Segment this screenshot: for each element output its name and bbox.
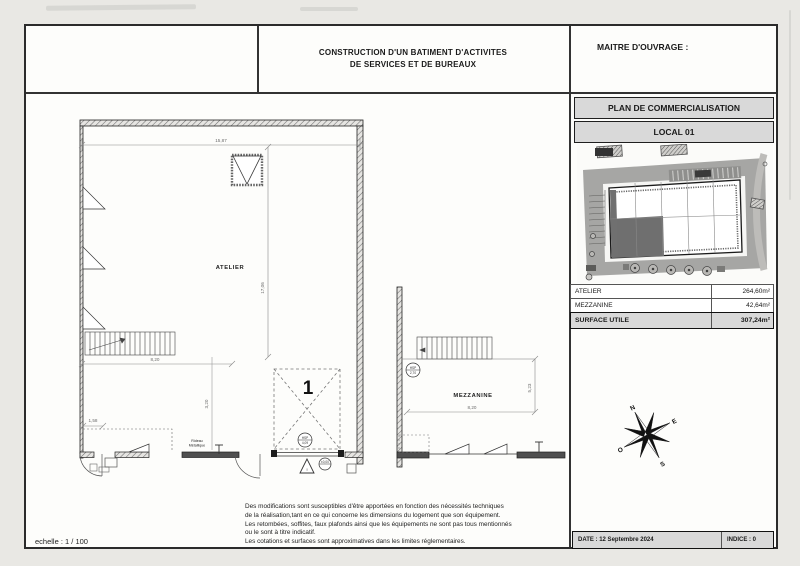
dim-atelier-width-text: 15,87 <box>215 138 227 143</box>
pit-symbol <box>347 464 356 473</box>
total-value: 307,24m² <box>711 313 773 328</box>
svg-text:2,70: 2,70 <box>409 371 417 375</box>
atelier-stairs <box>85 332 175 355</box>
compass-west-label: O <box>616 446 625 455</box>
table-total-row <box>570 312 774 329</box>
atelier-room-label: ATELIER <box>215 265 245 271</box>
dim-atelier-height-text: 17,06 <box>260 282 265 294</box>
scan-artifact <box>789 10 791 200</box>
scan-artifact <box>46 4 196 11</box>
table-row <box>570 298 774 312</box>
total-label: SURFACE UTILE <box>575 317 629 324</box>
level-marker-mezzanine <box>406 363 420 377</box>
table-row <box>570 284 774 298</box>
dim-inner-height-text: 3,20 <box>204 399 209 409</box>
warning-triangle-icon <box>300 459 314 473</box>
compass-rose-icon <box>610 398 684 472</box>
note-line: Des modifications sont susceptibles d'être apportées en fonction des nécessités techniques <box>245 503 504 510</box>
unit-number-label: 1 <box>302 378 314 399</box>
row-value: 42,64m² <box>711 299 773 312</box>
compass-east-label: E <box>670 417 679 426</box>
local-01-box: LOCAL 01 <box>574 121 774 143</box>
dim-entry-width-text: 1,58 <box>88 418 98 423</box>
note-line: de la réalisation,tant en ce qui concerne les dimensions du logement que son équipement. <box>245 511 501 519</box>
compass-north-label: N <box>629 404 637 413</box>
plan-commercialisation-box: PLAN DE COMMERCIALISATION <box>574 97 774 119</box>
note-line: ou le sont à titre indicatif. <box>245 529 316 537</box>
indice-label: INDICE : 0 <box>721 532 773 548</box>
mezzanine-left-wall <box>397 287 402 467</box>
mezzanine-bottom-wall <box>397 435 565 458</box>
threshold-marker <box>319 458 331 470</box>
atelier-walls <box>80 120 363 464</box>
project-title-block <box>257 26 569 92</box>
row-value: 264,60m² <box>711 285 773 298</box>
date-indice-bar <box>572 531 774 549</box>
svg-text:4,09: 4,09 <box>301 441 309 445</box>
note-line: Les cotations et surfaces sont approximatives dans les limites réglementaires. <box>245 538 466 546</box>
date-label: DATE : 12 Septembre 2024 <box>578 537 654 543</box>
project-title-line2: DE SERVICES ET DE BUREAUX <box>349 60 477 69</box>
level-marker-atelier <box>298 433 312 447</box>
entry-detail <box>80 423 172 472</box>
dim-stair-width-text: 8,20 <box>150 357 160 362</box>
shutter-label-line2: Métallique <box>188 443 206 448</box>
svg-text:±0,00: ±0,00 <box>321 460 329 464</box>
svg-text:!: ! <box>306 468 308 472</box>
owner-label: MAITRE D'OUVRAGE : <box>597 42 689 52</box>
dim-atelier-height <box>265 144 271 360</box>
project-title-line1: CONSTRUCTION D'UN BATIMENT D'ACTIVITES <box>318 48 508 57</box>
note-line: Les retombées, soffites, faux plafonds ainsi que les équipements ne sont pas tous mentionnés <box>245 520 512 528</box>
row-label: ATELIER <box>575 288 602 295</box>
owner-block <box>569 26 776 92</box>
scale-label: echelle : 1 / 100 <box>35 537 88 546</box>
left-window-sashes <box>83 187 105 329</box>
svg-text:HSP: HSP <box>409 366 417 370</box>
surface-table <box>570 284 774 329</box>
atelier-bottom-wall <box>80 450 363 458</box>
compass-south-label: S <box>659 460 667 469</box>
site-key-map <box>577 144 773 283</box>
site-building <box>609 180 742 258</box>
door-swings <box>80 444 260 478</box>
mezzanine-stairs <box>417 337 492 359</box>
scan-artifact <box>300 7 358 11</box>
dim-mezzanine-width-text: 8,20 <box>467 405 477 410</box>
disclaimer-notes <box>245 503 580 547</box>
svg-text:HSP: HSP <box>301 436 309 440</box>
skylight-symbol <box>232 155 262 185</box>
shutter-label-line1: Rideau <box>191 439 203 443</box>
floor-plan-drawing <box>27 92 569 532</box>
drawing-sheet <box>24 24 778 549</box>
dim-mezzanine-height-text: 5,23 <box>527 383 532 393</box>
row-label: MEZZANINE <box>575 302 613 309</box>
mezzanine-room-label: MEZZANINE <box>453 393 493 399</box>
